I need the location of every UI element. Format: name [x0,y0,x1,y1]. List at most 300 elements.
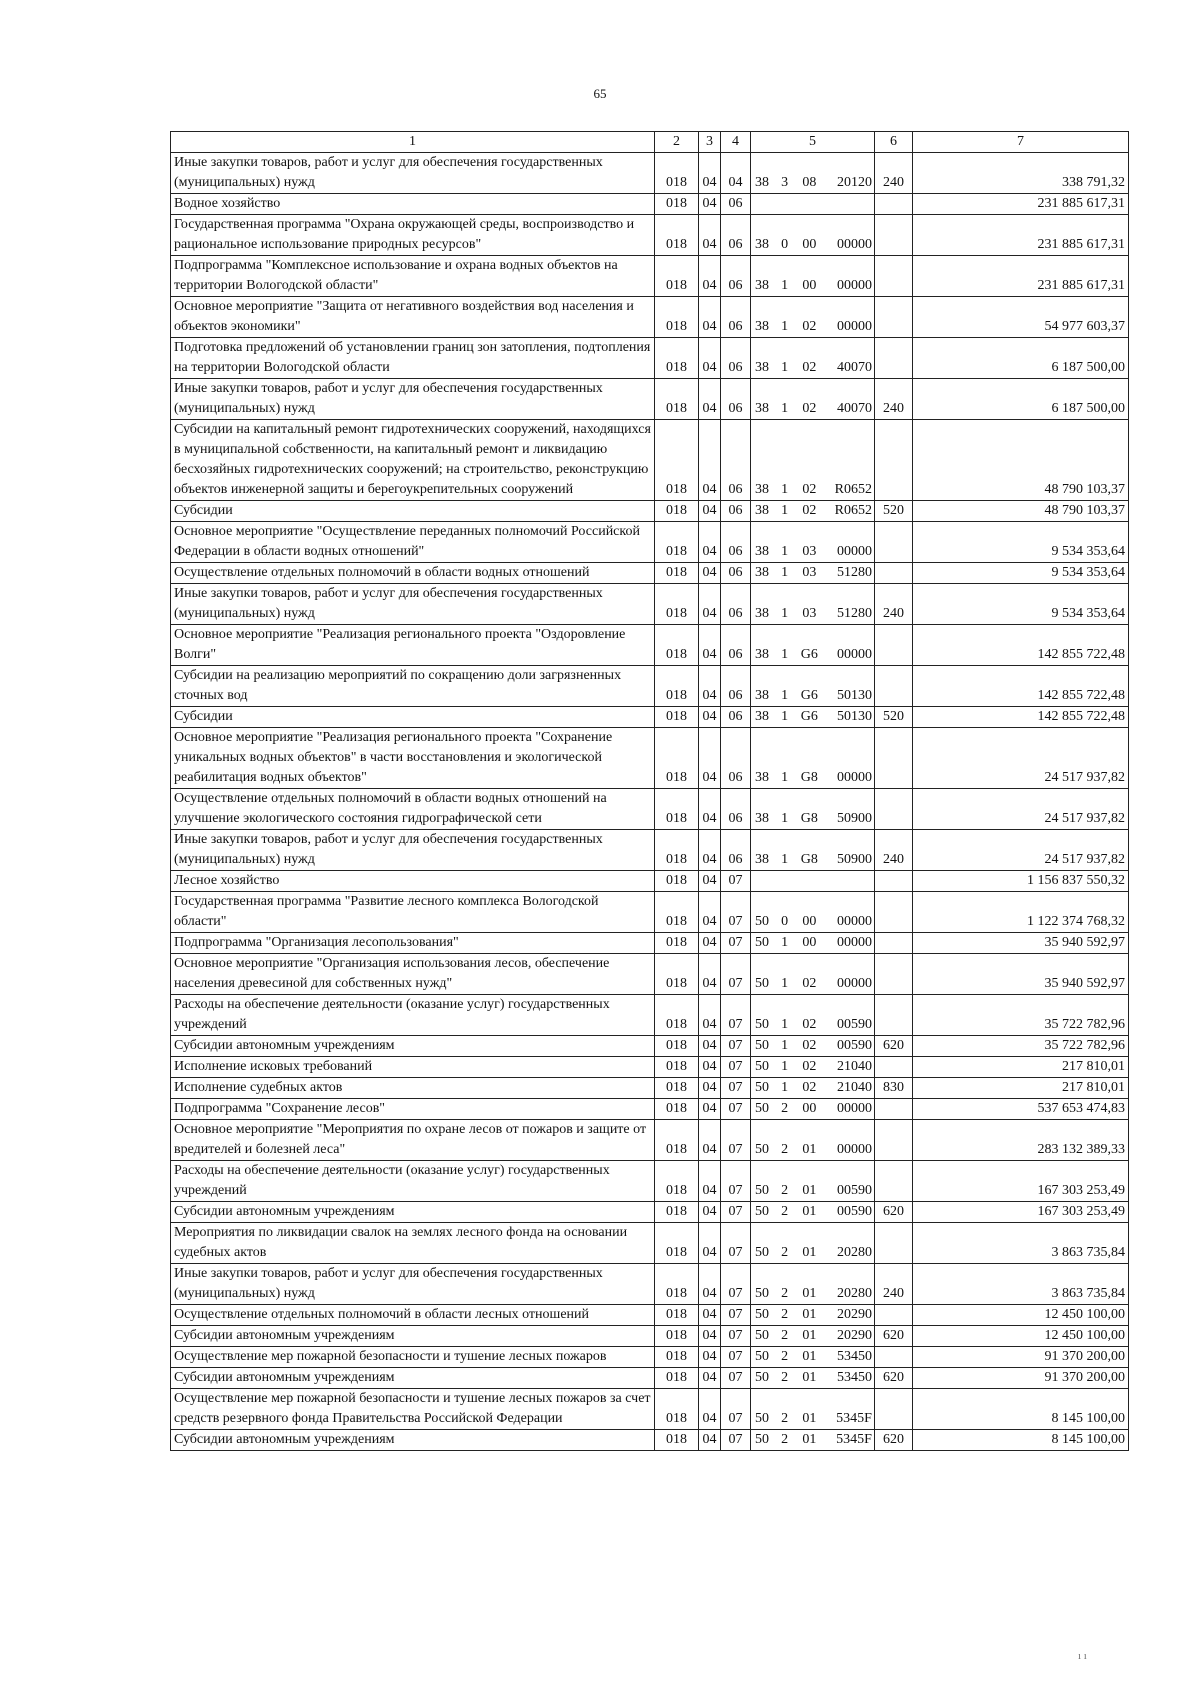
row-target-article [751,1120,875,1161]
row-admin-code: 018 [655,153,699,194]
target-direction: 5345F [836,1411,872,1426]
table-row [171,420,1129,501]
target-program: 38 [755,709,769,724]
target-direction: 5345F [836,1432,872,1447]
target-event: 03 [802,544,817,559]
row-name: Иные закупки товаров, работ и услуг для обеспечения государственных (муниципальных) нужд [171,830,655,871]
target-program: 50 [755,1101,769,1116]
row-name: Подготовка предложений об установлении границ зон затопления, подтопления на территории Вологодской области [171,338,655,379]
target-event: 01 [802,1245,817,1260]
row-target-article [751,707,875,728]
target-direction: 00000 [836,544,872,559]
target-event: 01 [802,1349,817,1364]
row-admin-code: 018 [655,563,699,584]
row-name: Расходы на обеспечение деятельности (оказание услуг) государственных учреждений [171,1161,655,1202]
row-section-code: 04 [699,892,721,933]
row-target-article [751,501,875,522]
row-section-code: 04 [699,153,721,194]
row-amount: 35 722 782,96 [913,995,1129,1036]
row-amount: 167 303 253,49 [913,1161,1129,1202]
table-row [171,379,1129,420]
row-expense-type [875,954,913,995]
row-target-article [751,728,875,789]
row-name: Осуществление мер пожарной безопасности и тушение лесных пожаров за счет средств резервного фонда Правительства Российской Федерации [171,1389,655,1430]
target-subprogram: 1 [781,606,789,621]
row-amount: 24 517 937,82 [913,728,1129,789]
row-name: Осуществление отдельных полномочий в области лесных отношений [171,1305,655,1326]
target-program: 50 [755,1370,769,1385]
row-amount: 54 977 603,37 [913,297,1129,338]
row-section-code: 04 [699,1099,721,1120]
target-event: G8 [800,770,818,785]
row-amount: 1 156 837 550,32 [913,871,1129,892]
row-amount: 9 534 353,64 [913,584,1129,625]
row-section-code: 04 [699,1305,721,1326]
row-subsection-code: 06 [721,584,751,625]
row-name: Основное мероприятие "Организация использования лесов, обеспечение населения древесиной для собственных нужд" [171,954,655,995]
row-target-article [751,892,875,933]
row-name: Субсидии автономным учреждениям [171,1202,655,1223]
row-expense-type [875,1223,913,1264]
row-admin-code: 018 [655,1326,699,1347]
row-expense-type [875,338,913,379]
target-subprogram: 1 [781,1038,789,1053]
row-section-code: 04 [699,666,721,707]
row-amount: 231 885 617,31 [913,194,1129,215]
row-expense-type [875,194,913,215]
row-subsection-code: 06 [721,522,751,563]
row-subsection-code: 06 [721,830,751,871]
target-direction: 00000 [836,278,872,293]
row-subsection-code: 06 [721,728,751,789]
row-admin-code: 018 [655,297,699,338]
target-direction: 00000 [836,319,872,334]
row-expense-type [875,215,913,256]
target-program: 50 [755,1080,769,1095]
row-amount: 35 940 592,97 [913,954,1129,995]
target-subprogram: 2 [781,1370,789,1385]
row-subsection-code: 06 [721,379,751,420]
row-subsection-code: 07 [721,1223,751,1264]
row-expense-type [875,1389,913,1430]
row-target-article [751,338,875,379]
target-program: 50 [755,1183,769,1198]
row-target-article [751,194,875,215]
row-section-code: 04 [699,338,721,379]
target-event: 01 [802,1142,817,1157]
row-subsection-code: 04 [721,153,751,194]
row-amount: 91 370 200,00 [913,1368,1129,1389]
row-section-code: 04 [699,830,721,871]
row-amount: 142 855 722,48 [913,625,1129,666]
row-subsection-code: 06 [721,338,751,379]
row-target-article [751,297,875,338]
row-expense-type: 520 [875,707,913,728]
row-admin-code: 018 [655,1202,699,1223]
target-direction: 50130 [836,688,872,703]
target-subprogram: 2 [781,1432,789,1447]
target-subprogram: 1 [781,482,789,497]
row-name: Мероприятия по ликвидации свалок на землях лесного фонда на основании судебных актов [171,1223,655,1264]
target-program: 50 [755,1349,769,1364]
row-amount: 9 534 353,64 [913,563,1129,584]
row-name: Основное мероприятие "Реализация регионального проекта "Сохранение уникальных водных объектов" в части восстановления и экологической реабилитация водных объектов" [171,728,655,789]
row-admin-code: 018 [655,625,699,666]
row-target-article [751,1099,875,1120]
row-admin-code: 018 [655,1347,699,1368]
target-event: 02 [802,503,817,518]
row-expense-type: 240 [875,153,913,194]
target-event: G8 [800,811,818,826]
row-subsection-code: 06 [721,501,751,522]
target-program: 50 [755,1059,769,1074]
row-section-code: 04 [699,1326,721,1347]
row-expense-type: 240 [875,584,913,625]
target-program: 38 [755,503,769,518]
row-section-code: 04 [699,1389,721,1430]
target-program: 50 [755,1432,769,1447]
row-subsection-code: 07 [721,933,751,954]
target-event: 01 [802,1286,817,1301]
target-subprogram: 1 [781,1080,789,1095]
target-subprogram: 1 [781,770,789,785]
target-subprogram: 2 [781,1204,789,1219]
row-target-article [751,666,875,707]
target-subprogram: 1 [781,544,789,559]
header-cell-4: 4 [721,132,751,153]
target-subprogram: 1 [781,565,789,580]
row-admin-code: 018 [655,728,699,789]
row-name: Иные закупки товаров, работ и услуг для обеспечения государственных (муниципальных) нужд [171,379,655,420]
target-subprogram: 2 [781,1101,789,1116]
row-target-article [751,1264,875,1305]
target-direction: 00000 [836,647,872,662]
row-subsection-code: 07 [721,1057,751,1078]
row-amount: 231 885 617,31 [913,215,1129,256]
row-expense-type [875,297,913,338]
table-row [171,1036,1129,1057]
target-direction: 00590 [836,1204,872,1219]
target-event: G6 [800,688,818,703]
row-target-article [751,625,875,666]
target-direction: R0652 [834,482,872,497]
row-section-code: 04 [699,871,721,892]
target-program: 38 [755,688,769,703]
row-amount: 35 722 782,96 [913,1036,1129,1057]
target-event: G8 [800,852,818,867]
row-amount: 338 791,32 [913,153,1129,194]
target-subprogram: 2 [781,1411,789,1426]
row-admin-code: 018 [655,256,699,297]
target-direction: 00000 [836,1101,872,1116]
row-subsection-code: 07 [721,1389,751,1430]
target-event: 02 [802,360,817,375]
row-target-article [751,584,875,625]
row-name: Государственная программа "Охрана окружающей среды, воспроизводство и рациональное использование природных ресурсов" [171,215,655,256]
row-section-code: 04 [699,297,721,338]
row-section-code: 04 [699,256,721,297]
row-admin-code: 018 [655,1223,699,1264]
target-direction: 00000 [836,914,872,929]
target-event: 01 [802,1328,817,1343]
row-expense-type [875,1347,913,1368]
target-subprogram: 0 [781,237,789,252]
row-section-code: 04 [699,789,721,830]
row-expense-type [875,1120,913,1161]
target-direction: 40070 [836,401,872,416]
row-section-code: 04 [699,563,721,584]
row-target-article [751,1368,875,1389]
row-target-article [751,1389,875,1430]
target-program: 50 [755,976,769,991]
table-row [171,830,1129,871]
target-program: 38 [755,852,769,867]
row-admin-code: 018 [655,1099,699,1120]
row-amount: 217 810,01 [913,1078,1129,1099]
row-subsection-code: 06 [721,297,751,338]
target-event: 02 [802,319,817,334]
row-section-code: 04 [699,1430,721,1451]
row-section-code: 04 [699,194,721,215]
target-program: 50 [755,1286,769,1301]
row-admin-code: 018 [655,1264,699,1305]
row-admin-code: 018 [655,338,699,379]
target-program: 38 [755,606,769,621]
target-subprogram: 1 [781,688,789,703]
target-direction: 20280 [836,1286,872,1301]
row-admin-code: 018 [655,1036,699,1057]
row-name: Осуществление отдельных полномочий в области водных отношений на улучшение экологического состояния гидрографической сети [171,789,655,830]
row-subsection-code: 07 [721,1326,751,1347]
row-section-code: 04 [699,995,721,1036]
row-amount: 283 132 389,33 [913,1120,1129,1161]
target-subprogram: 1 [781,278,789,293]
row-name: Подпрограмма "Сохранение лесов" [171,1099,655,1120]
table-row [171,1305,1129,1326]
target-subprogram: 1 [781,360,789,375]
table-row [171,995,1129,1036]
target-direction: 00590 [836,1017,872,1032]
row-expense-type [875,728,913,789]
target-direction: 51280 [836,565,872,580]
row-target-article [751,933,875,954]
row-admin-code: 018 [655,1389,699,1430]
row-name: Лесное хозяйство [171,871,655,892]
row-expense-type [875,933,913,954]
row-expense-type [875,1057,913,1078]
row-name: Субсидии автономным учреждениям [171,1036,655,1057]
table-row [171,625,1129,666]
row-admin-code: 018 [655,666,699,707]
header-row [171,132,1129,153]
page-number: 65 [593,86,607,101]
table-row [171,933,1129,954]
row-expense-type [875,666,913,707]
target-direction: 00000 [836,770,872,785]
target-direction: 00000 [836,237,872,252]
row-subsection-code: 07 [721,1347,751,1368]
row-subsection-code: 06 [721,563,751,584]
target-event: 02 [802,1038,817,1053]
target-event: 02 [802,1059,817,1074]
header-cell-5: 5 [751,132,875,153]
row-target-article [751,379,875,420]
target-subprogram: 2 [781,1286,789,1301]
row-target-article [751,1326,875,1347]
row-name: Исполнение исковых требований [171,1057,655,1078]
row-admin-code: 018 [655,501,699,522]
target-direction: 21040 [836,1059,872,1074]
row-name: Субсидии на капитальный ремонт гидротехнических сооружений, находящихся в муниципальной собственности, на капитальный ремонт и ликвидацию бесхозяйных гидротехнических сооружений; на строительство, реконструкцию объектов инженерной защиты и берегоукрепительных сооружений [171,420,655,501]
target-event: 02 [802,401,817,416]
row-name: Государственная программа "Развитие лесного комплекса Вологодской области" [171,892,655,933]
row-amount: 217 810,01 [913,1057,1129,1078]
target-direction: 20290 [836,1307,872,1322]
row-subsection-code: 07 [721,871,751,892]
target-subprogram: 3 [781,175,789,190]
row-target-article [751,789,875,830]
row-amount: 142 855 722,48 [913,666,1129,707]
target-event: 00 [802,935,817,950]
scan-mark: ı ı [1078,1650,1087,1662]
row-subsection-code: 07 [721,1305,751,1326]
target-event: 01 [802,1204,817,1219]
row-name: Субсидии автономным учреждениям [171,1430,655,1451]
row-admin-code: 018 [655,194,699,215]
row-admin-code: 018 [655,871,699,892]
row-admin-code: 018 [655,830,699,871]
row-subsection-code: 07 [721,1099,751,1120]
target-direction: 50900 [836,811,872,826]
row-admin-code: 018 [655,1120,699,1161]
row-name: Субсидии автономным учреждениям [171,1326,655,1347]
row-admin-code: 018 [655,522,699,563]
row-amount: 24 517 937,82 [913,789,1129,830]
row-section-code: 04 [699,1057,721,1078]
row-expense-type [875,522,913,563]
target-event: 02 [802,482,817,497]
row-section-code: 04 [699,933,721,954]
target-event: 01 [802,1183,817,1198]
target-program: 38 [755,237,769,252]
table-row [171,153,1129,194]
target-program: 50 [755,1142,769,1157]
row-section-code: 04 [699,522,721,563]
row-section-code: 04 [699,215,721,256]
table-row [171,728,1129,789]
row-name: Иные закупки товаров, работ и услуг для обеспечения государственных (муниципальных) нужд [171,584,655,625]
row-target-article [751,871,875,892]
row-section-code: 04 [699,1120,721,1161]
target-subprogram: 1 [781,709,789,724]
row-admin-code: 018 [655,379,699,420]
row-admin-code: 018 [655,789,699,830]
target-subprogram: 0 [781,914,789,929]
table-row [171,789,1129,830]
target-program: 38 [755,175,769,190]
target-event: 03 [802,606,817,621]
row-amount: 8 145 100,00 [913,1389,1129,1430]
row-subsection-code: 07 [721,1430,751,1451]
row-section-code: 04 [699,1078,721,1099]
row-target-article [751,563,875,584]
table-row [171,256,1129,297]
row-expense-type: 240 [875,830,913,871]
row-target-article [751,153,875,194]
row-target-article [751,215,875,256]
target-program: 50 [755,935,769,950]
row-expense-type [875,871,913,892]
target-program: 50 [755,1307,769,1322]
row-name: Субсидии автономным учреждениям [171,1368,655,1389]
row-section-code: 04 [699,420,721,501]
target-subprogram: 1 [781,976,789,991]
row-admin-code: 018 [655,1305,699,1326]
row-expense-type [875,995,913,1036]
target-subprogram: 1 [781,935,789,950]
target-subprogram: 2 [781,1142,789,1157]
table-row [171,1389,1129,1430]
row-expense-type: 520 [875,501,913,522]
table-row [171,707,1129,728]
row-section-code: 04 [699,1347,721,1368]
row-name: Осуществление отдельных полномочий в области водных отношений [171,563,655,584]
target-program: 50 [755,1411,769,1426]
target-direction: 50130 [836,709,872,724]
header-cell-3: 3 [699,132,721,153]
target-program: 38 [755,811,769,826]
row-target-article [751,1057,875,1078]
target-program: 38 [755,482,769,497]
row-subsection-code: 07 [721,954,751,995]
row-subsection-code: 06 [721,707,751,728]
row-section-code: 04 [699,1161,721,1202]
row-target-article [751,1223,875,1264]
row-target-article [751,256,875,297]
target-program: 38 [755,278,769,293]
row-subsection-code: 07 [721,1161,751,1202]
row-amount: 231 885 617,31 [913,256,1129,297]
row-target-article [751,1078,875,1099]
table-row [171,1099,1129,1120]
row-expense-type: 620 [875,1036,913,1057]
row-amount: 48 790 103,37 [913,501,1129,522]
row-section-code: 04 [699,501,721,522]
target-subprogram: 2 [781,1245,789,1260]
row-target-article [751,420,875,501]
row-subsection-code: 07 [721,1078,751,1099]
target-direction: 53450 [836,1349,872,1364]
row-expense-type [875,1099,913,1120]
row-section-code: 04 [699,1368,721,1389]
target-event: 02 [802,1017,817,1032]
target-program: 38 [755,770,769,785]
row-target-article [751,1347,875,1368]
row-subsection-code: 06 [721,194,751,215]
target-event: 02 [802,1080,817,1095]
row-admin-code: 018 [655,933,699,954]
header-cell-7: 7 [913,132,1129,153]
row-amount: 142 855 722,48 [913,707,1129,728]
table-row [171,563,1129,584]
row-subsection-code: 06 [721,215,751,256]
budget-table [170,131,1129,1451]
target-program: 38 [755,544,769,559]
row-expense-type: 620 [875,1368,913,1389]
target-program: 50 [755,1245,769,1260]
row-expense-type [875,256,913,297]
target-event: 01 [802,1370,817,1385]
